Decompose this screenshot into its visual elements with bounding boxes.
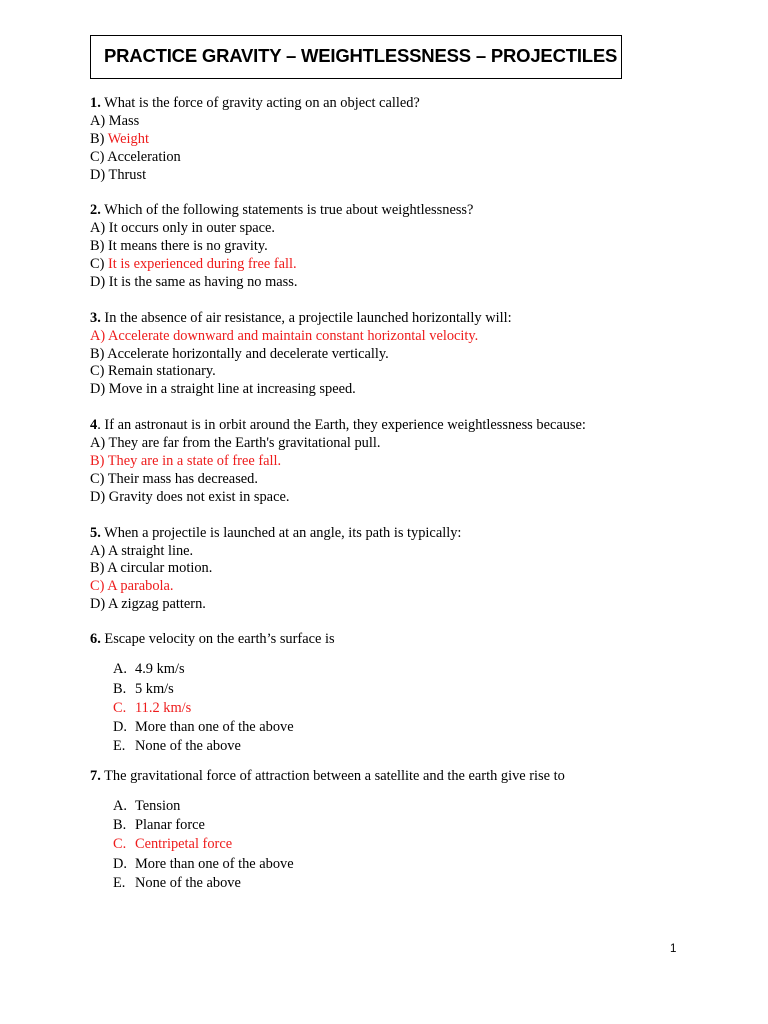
option-letter: B. xyxy=(113,681,127,697)
question-number: 7. xyxy=(90,768,101,784)
option-letter: B) xyxy=(90,131,105,147)
option-text: Thrust xyxy=(108,167,147,183)
option-letter: A) xyxy=(90,435,106,451)
option-text: Mass xyxy=(108,113,140,129)
option-text: A straight line. xyxy=(108,543,194,559)
question-text: . If an astronaut is in orbit around the Earth, they experience weightlessness because: xyxy=(97,417,586,433)
option-letter: C) xyxy=(90,256,105,272)
question-text: What is the force of gravity acting on an object called? xyxy=(104,95,420,111)
option-text: 5 km/s xyxy=(135,681,174,697)
option-text: It occurs only in outer space. xyxy=(108,220,276,236)
option xyxy=(90,470,258,488)
option xyxy=(90,362,216,380)
question-6 xyxy=(90,630,335,648)
question-text: The gravitational force of attraction between a satellite and the earth give rise to xyxy=(104,768,565,784)
question-number: 5. xyxy=(90,525,101,541)
option xyxy=(90,595,206,613)
option-text: Planar force xyxy=(135,817,205,833)
option-correct xyxy=(90,577,174,595)
question-text: In the absence of air resistance, a projectile launched horizontally will: xyxy=(104,310,512,326)
option xyxy=(90,542,193,560)
option xyxy=(90,488,289,506)
option-text-correct: A parabola. xyxy=(107,578,174,594)
option xyxy=(90,273,297,291)
option-text: Remain stationary. xyxy=(108,363,216,379)
option-text-correct: Weight xyxy=(107,131,149,147)
option-letter: D. xyxy=(113,856,127,872)
option-letter: A. xyxy=(113,798,127,814)
option-text: A zigzag pattern. xyxy=(108,596,206,612)
option-text-correct: They are in a state of free fall. xyxy=(107,453,282,469)
option-text: It is the same as having no mass. xyxy=(108,274,298,290)
option-correct xyxy=(90,130,149,148)
option xyxy=(90,434,380,452)
option-text: Move in a straight line at increasing speed. xyxy=(108,381,356,397)
option-text: A circular motion. xyxy=(107,560,213,576)
option-text: More than one of the above xyxy=(135,856,294,872)
option xyxy=(90,166,146,184)
option-text: Acceleration xyxy=(107,149,181,165)
option-letter: A) xyxy=(90,543,106,559)
option xyxy=(90,345,389,363)
option-letter: A) xyxy=(90,113,106,129)
option-letter: C) xyxy=(90,363,105,379)
option-letter: E. xyxy=(113,738,126,754)
question-1 xyxy=(90,94,420,112)
question-number: 4 xyxy=(90,417,98,433)
question-2 xyxy=(90,201,473,219)
option-text: Tension xyxy=(135,798,181,814)
option-letter: A) xyxy=(90,220,106,236)
question-number: 1. xyxy=(90,95,101,111)
option-letter: B) xyxy=(90,560,105,576)
option-letter-correct: C. xyxy=(113,836,127,852)
option-text: More than one of the above xyxy=(135,719,294,735)
question-number: 2. xyxy=(90,202,101,218)
question-number: 3. xyxy=(90,310,101,326)
question-text: When a projectile is launched at an angle, its path is typically: xyxy=(104,525,462,541)
option-letter: A. xyxy=(113,661,127,677)
option-letter: B. xyxy=(113,817,127,833)
option xyxy=(90,219,275,237)
title-box xyxy=(90,35,622,79)
option-correct xyxy=(90,452,281,470)
option xyxy=(90,148,181,166)
question-7 xyxy=(90,767,565,785)
option-text: It means there is no gravity. xyxy=(108,238,268,254)
option-letter: D) xyxy=(90,167,106,183)
option-text: Their mass has decreased. xyxy=(107,471,258,487)
question-5 xyxy=(90,524,461,542)
option-letter: D) xyxy=(90,596,106,612)
option-text: None of the above xyxy=(135,738,241,754)
option-correct xyxy=(90,255,297,273)
question-number: 6. xyxy=(90,631,101,647)
option-text-correct: Accelerate downward and maintain constant horizontal velocity. xyxy=(108,328,479,344)
option-letter: E. xyxy=(113,875,126,891)
option-correct xyxy=(90,327,478,345)
question-text: Which of the following statements is true about weightlessness? xyxy=(104,202,474,218)
option-text-correct: It is experienced during free fall. xyxy=(108,256,297,272)
option-text: Gravity does not exist in space. xyxy=(108,489,290,505)
option-letter: D) xyxy=(90,274,106,290)
question-text: Escape velocity on the earth’s surface is xyxy=(104,631,335,647)
option-letter: B) xyxy=(90,453,105,469)
option xyxy=(90,559,212,577)
page-title: PRACTICE GRAVITY – WEIGHTLESSNESS – PROJECTILES xyxy=(104,45,618,66)
option xyxy=(90,237,268,255)
option-text: None of the above xyxy=(135,875,241,891)
option-letter: C) xyxy=(90,578,105,594)
option-text-correct: Centripetal force xyxy=(135,836,233,852)
option-text-correct: 11.2 km/s xyxy=(135,700,192,716)
question-4 xyxy=(90,416,586,434)
option-letter: C) xyxy=(90,149,105,165)
page-number: 1 xyxy=(670,943,677,955)
option-letter: C) xyxy=(90,471,105,487)
option-text: They are far from the Earth's gravitational pull. xyxy=(108,435,381,451)
option-letter: B) xyxy=(90,238,105,254)
option-letter: D) xyxy=(90,489,106,505)
option-text: 4.9 km/s xyxy=(135,661,185,677)
question-3 xyxy=(90,309,512,327)
option xyxy=(90,380,356,398)
option-text: Accelerate horizontally and decelerate vertically. xyxy=(107,346,389,362)
option-letter: A) xyxy=(90,328,106,344)
option-letter-correct: C. xyxy=(113,700,127,716)
option-letter: D. xyxy=(113,719,127,735)
option xyxy=(90,112,139,130)
option-letter: D) xyxy=(90,381,106,397)
option-letter: B) xyxy=(90,346,105,362)
